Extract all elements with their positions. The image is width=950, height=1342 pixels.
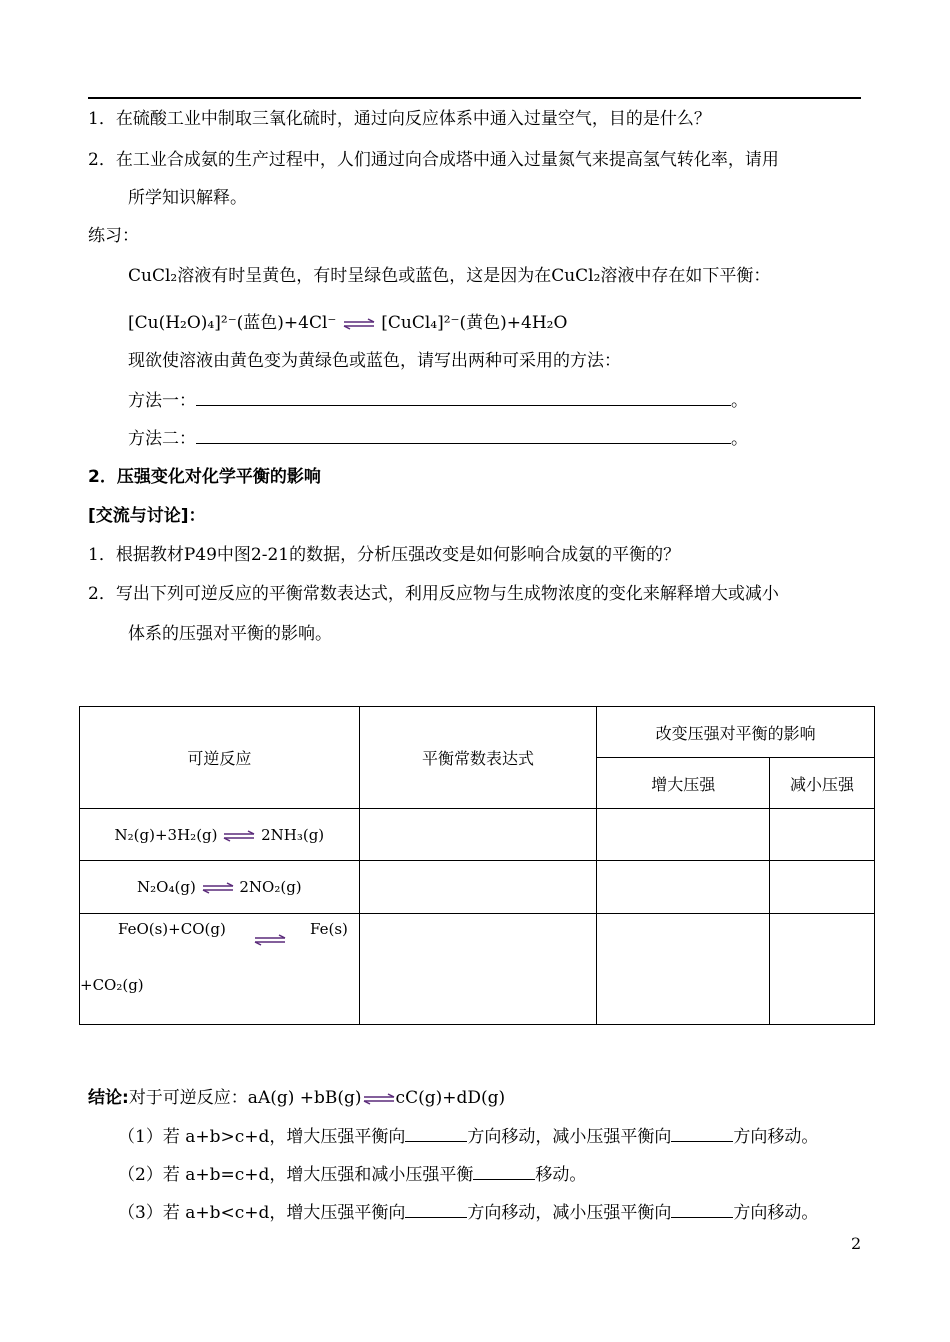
case-3-text-a: （3）若 a+b<c+d，增大压强平衡向 — [118, 1203, 406, 1223]
table-cell-blank[interactable] — [359, 861, 597, 914]
equilibrium-arrow-icon — [342, 318, 376, 330]
case-2-text-a: （2）若 a+b=c+d，增大压强和减小压强平衡 — [118, 1165, 474, 1185]
method-1-row — [128, 386, 748, 411]
case-1-blank-1[interactable] — [405, 1141, 467, 1142]
header-decrease-pressure: 减小压强 — [770, 758, 875, 809]
header-effect: 改变压强对平衡的影响 — [597, 707, 875, 758]
case-2-blank-1[interactable] — [473, 1179, 535, 1180]
conclusion-case-3 — [118, 1198, 818, 1223]
equilibrium-arrow-icon — [253, 934, 287, 946]
case-3-blank-1[interactable] — [405, 1217, 467, 1218]
method-2-label: 方法二： — [128, 429, 196, 449]
table-cell-blank[interactable] — [770, 809, 875, 861]
question-1: 1．在硫酸工业中制取三氧化硫时，通过向反应体系中通入过量空气，目的是什么？ — [88, 109, 711, 129]
case-2-text-b: 移动。 — [535, 1165, 587, 1185]
header-expression: 平衡常数表达式 — [359, 707, 597, 809]
pressure-effect-table — [79, 706, 875, 1025]
case-1-text-a: （1）若 a+b>c+d，增大压强平衡向 — [118, 1127, 406, 1147]
method-2-answer-blank[interactable] — [196, 443, 731, 444]
practice-heading: 练习： — [88, 226, 139, 246]
equilibrium-arrow-icon — [362, 1093, 396, 1105]
practice-intro: CuCl₂溶液有时呈黄色，有时呈绿色或蓝色，这是因为在CuCl₂溶液中存在如下平衡： — [128, 266, 771, 286]
reaction-2-right: 2NO₂(g) — [239, 878, 302, 896]
question-2-line2: 所学知识解释。 — [128, 188, 247, 208]
conclusion-case-2 — [118, 1160, 586, 1185]
table-cell-blank[interactable] — [770, 914, 875, 1025]
table-cell-blank[interactable] — [359, 914, 597, 1025]
table-row-3-reaction — [80, 914, 360, 1025]
equation-right: [CuCl₄]²⁻(黄色)+4H₂O — [381, 313, 568, 333]
discussion-heading: [交流与讨论]： — [88, 506, 206, 526]
header-reaction: 可逆反应 — [80, 707, 360, 809]
case-1-text-b: 方向移动，减小压强平衡向 — [467, 1127, 672, 1147]
header-increase-pressure: 增大压强 — [597, 758, 770, 809]
question-2-line1: 2．在工业合成氨的生产过程中，人们通过向合成塔中通入过量氮气来提高氢气转化率，请用 — [88, 150, 779, 170]
conclusion-text-a: 对于可逆反应：aA(g) +bB(g) — [128, 1088, 362, 1108]
conclusion-line — [88, 1083, 505, 1108]
table-row-1-reaction — [80, 809, 360, 861]
reaction-1-right: 2NH₃(g) — [261, 825, 325, 844]
table-cell-blank[interactable] — [770, 861, 875, 914]
table-cell-blank[interactable] — [359, 809, 597, 861]
practice-ask: 现欲使溶液由黄色变为黄绿色或蓝色，请写出两种可采用的方法： — [128, 351, 621, 371]
reaction-1-left: N₂(g)+3H₂(g) — [114, 825, 218, 844]
method-1-answer-blank[interactable] — [196, 405, 731, 406]
equilibrium-arrow-icon — [201, 882, 235, 894]
section-2-title: 2．压强变化对化学平衡的影响 — [88, 467, 321, 487]
discussion-question-1: 1．根据教材P49中图2-21的数据，分析压强改变是如何影响合成氨的平衡的？ — [88, 545, 681, 565]
page-number: 2 — [851, 1234, 862, 1253]
equilibrium-arrow-icon — [222, 830, 256, 842]
conclusion-text-b: cC(g)+dD(g) — [395, 1088, 506, 1108]
case-1-text-c: 方向移动。 — [733, 1127, 819, 1147]
case-3-text-c: 方向移动。 — [733, 1203, 819, 1223]
method-1-period: 。 — [731, 391, 748, 411]
conclusion-label: 结论: — [88, 1088, 129, 1108]
method-2-period: 。 — [731, 429, 748, 449]
conclusion-case-1 — [118, 1122, 818, 1147]
case-3-text-b: 方向移动，减小压强平衡向 — [467, 1203, 672, 1223]
table-cell-blank[interactable] — [597, 809, 770, 861]
method-2-row — [128, 424, 748, 449]
reaction-3-continuation: +CO₂(g) — [80, 976, 144, 994]
case-3-blank-2[interactable] — [671, 1217, 733, 1218]
case-1-blank-2[interactable] — [671, 1141, 733, 1142]
table-cell-blank[interactable] — [597, 861, 770, 914]
table-cell-blank[interactable] — [597, 914, 770, 1025]
discussion-question-2-line2: 体系的压强对平衡的影响。 — [128, 624, 332, 644]
method-1-label: 方法一： — [128, 391, 196, 411]
discussion-question-2-line1: 2．写出下列可逆反应的平衡常数表达式，利用反应物与生成物浓度的变化来解释增大或减小 — [88, 584, 779, 604]
reaction-3-left: FeO(s)+CO(g) — [118, 920, 226, 938]
reaction-2-left: N₂O₄(g) — [137, 878, 196, 896]
table-row-2-reaction — [80, 861, 360, 914]
equation-left: [Cu(H₂O)₄]²⁻(蓝色)+4Cl⁻ — [128, 313, 337, 333]
reaction-3-right: Fe(s) — [310, 920, 348, 938]
practice-equation — [128, 308, 567, 333]
header-rule — [88, 97, 861, 99]
